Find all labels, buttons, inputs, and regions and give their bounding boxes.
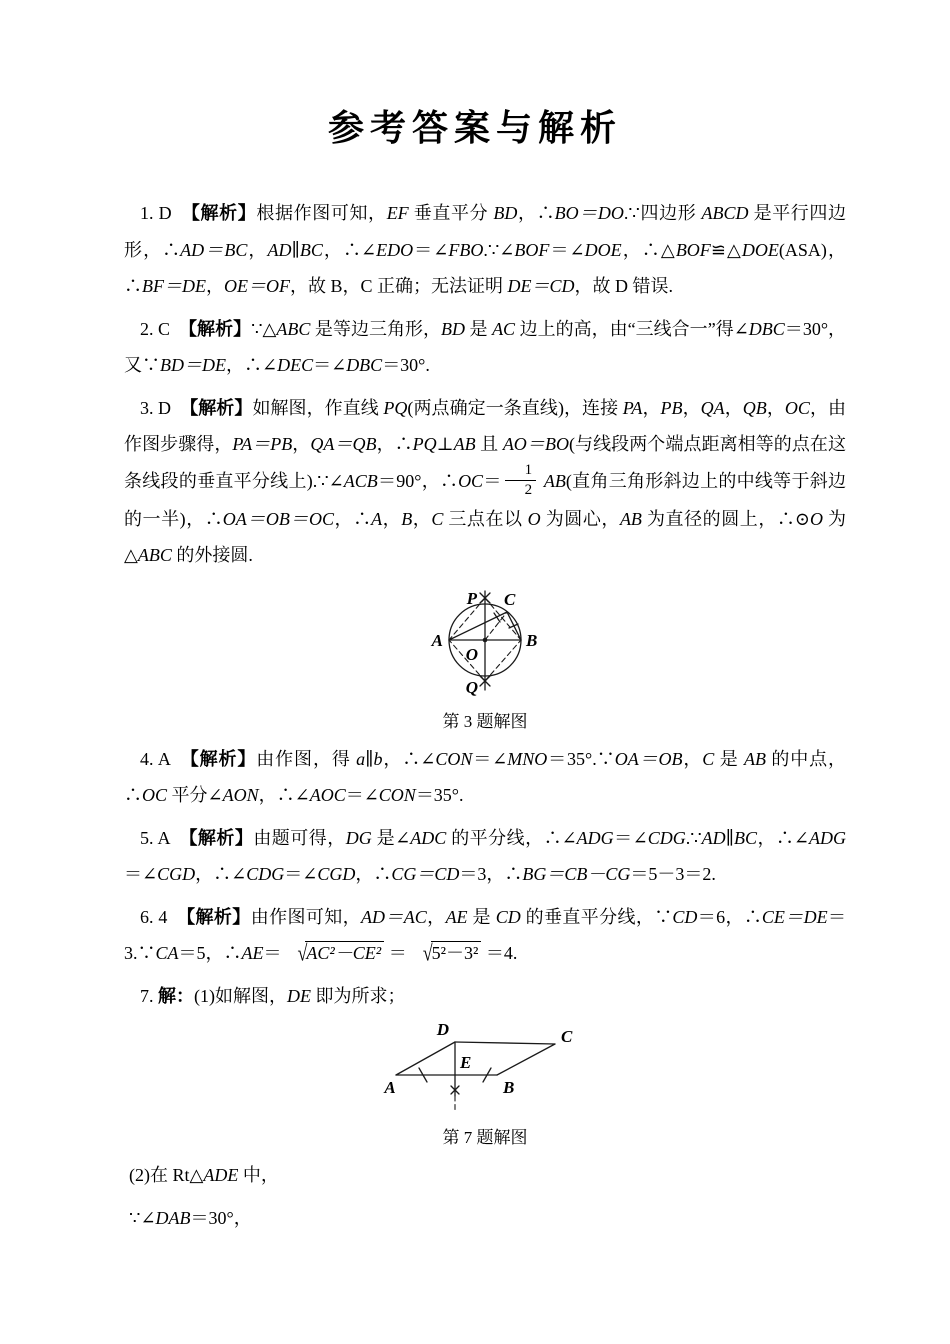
figure-question-7 [124,1020,846,1153]
answer-item-1: 1. D 【解析】根据作图可知，EF 垂直平分 BD，∴BO＝DO.∵四边形 ABCD 是平行四边形，∴AD＝BC，AD∥BC，∴∠EDO＝∠FBO.∵∠BOF＝∠DOE，∴△BOF≌△DOE(ASA)，∴BF＝DE，OE＝OF，故 B，C 正确；无法证明 DE＝CD，故 D 错误. [124,203,847,296]
question-3-circle-diagram [380,580,590,700]
answer-item-7: 7. 解：(1)如解图，DE 即为所求； [140,985,406,1006]
point-label-A: A [384,1078,396,1098]
figure-7-caption: 第 7 题解图 [442,1128,528,1148]
side-AD [396,1042,455,1075]
answer-item-3: 3. D 【解析】如解图，作直线 PQ(两点确定一条直线)，连接 PA，PB，QA，QB，OC，由作图步骤得，PA＝PB，QA＝QB，∴PQ⊥AB 且 AO＝BO(与线段两个端点距离相等的点在这条线段的垂直平分线上).∵∠ACB＝90°，∴OC＝ $\frac{1}{2}$ AB(直角三角形斜边上的中线等于斜边的一半)，∴OA＝OB＝OC，∴A，B，C 三点在以 O 为圆心，AB 为直径的圆上，∴⊙O 为△ABC 的外接圆. [124,397,847,566]
answer-item-2: 2. C 【解析】∵△ABC 是等边三角形，BD 是 AC 边上的高，由“三线合一”得∠DBC＝30°，又∵BD＝DE，∴∠DEC＝∠DBC＝30°. [124,318,847,375]
content [0,195,950,1236]
point-label-B: B [503,1078,515,1098]
figure-3-caption: 第 3 题解图 [442,711,528,731]
side-BC [497,1044,555,1075]
side-DC [455,1042,555,1044]
center-point-O [483,637,488,642]
point-label-D: D [436,1020,449,1040]
answer-item-7-part2-line2: ∵∠DAB＝30°， [129,1207,252,1228]
point-label-E: E [460,1053,472,1073]
point-label-A: A [431,630,443,650]
figure-question-3 [124,580,846,737]
point-label-O: O [465,644,478,664]
point-label-C: C [504,589,516,609]
answer-item-5: 5. A 【解析】由题可得，DG 是∠ADC 的平分线，∴∠ADG＝∠CDG.∵AD∥BC，∴∠ADG＝∠CGD，∴∠CDG＝∠CGD，∴CG＝CD＝3，∴BG＝CB－CG＝5－3＝2. [124,827,846,885]
point-label-B: B [526,630,538,650]
segment-QB [485,640,521,681]
answer-item-6: 6. 4 【解析】由作图可知，AD＝AC，AE 是 CD 的垂直平分线，∵CD＝6，∴CE＝DE＝3.∵CA＝5，∴AE＝ √AC²－CE² ＝ √5²－3² ＝4. [124,906,847,966]
point-label-P: P [466,588,477,608]
answer-item-4: 4. A 【解析】由作图，得 a∥b，∴∠CON＝∠MNO＝35°.∵OA＝OB，C 是 AB 的中点，∴OC 平分∠AON，∴∠AOC＝∠CON＝35°. [124,748,847,806]
question-7-parallelogram-diagram [345,1020,625,1116]
answer-item-7-part2: (2)在 Rt△ADE 中， [129,1165,279,1186]
point-label-Q: Q [465,677,478,697]
point-label-C: C [561,1027,573,1047]
page-title: 参考答案与解析 [327,108,622,148]
